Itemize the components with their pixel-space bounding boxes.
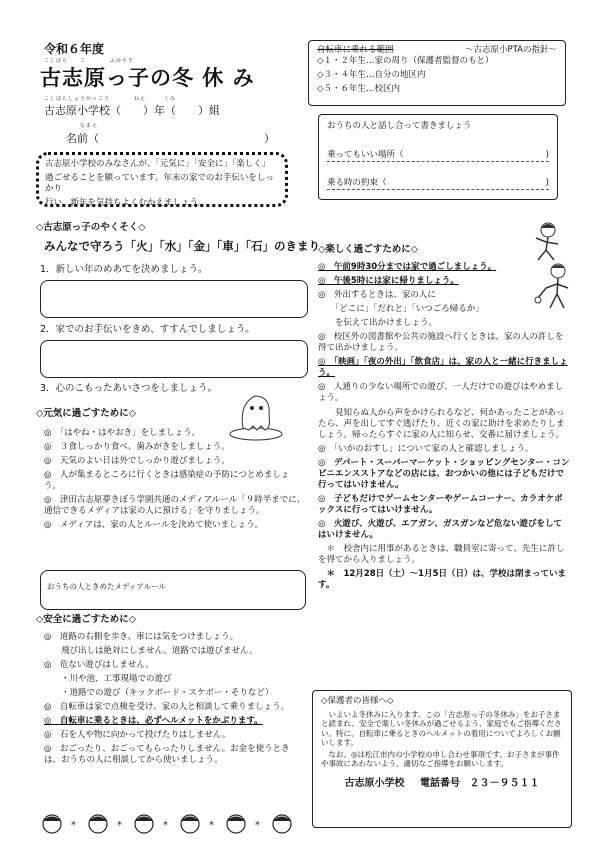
school-name: 古志原小学校 xyxy=(344,778,405,790)
list-item: ◎ ３食しっかり食べ、歯みがきをしましょう。 xyxy=(44,442,230,453)
list-item: ◎ 人通りの少ない場所での遊び、一人だけでの遊びはやめましょう。 xyxy=(318,382,564,404)
promise-item-3: 3．心のこもったあいさつをしましょう。 xyxy=(40,383,218,394)
talk-label: 乗る時の約束（ xyxy=(327,178,387,189)
list-item: ＊ 12月28日（土）〜1月5日（日）は、学校は閉まっています。 xyxy=(318,569,566,591)
promise-title: ◇古志原っ子のやくそく◇ xyxy=(36,222,146,233)
intro-line: 古志原小学校のみなさんが、「元気に」「安全に」「楽しく」 xyxy=(45,159,271,169)
list-item: ◎ 「いかのおすし」について家の人と確認しましょう。 xyxy=(318,443,534,454)
list-item: 見知らぬ人から声をかけられるなど、何かあったことがあったら、声を出してすぐ逃げたり、近くの家に助けを求めたりしましょう。帰ったらすぐに家の人に知らせ、交番に届けましょう。 xyxy=(318,407,565,440)
list-item: ◇１・２年生…家の周り（保護者監督のもと） xyxy=(317,56,494,67)
pta-guide-header xyxy=(317,45,557,56)
name-ruby: なまえ xyxy=(80,123,99,129)
pta-guide-heading: 自転車に乗れる範囲 xyxy=(317,45,394,55)
list-item: ◎ 自転車に乗るときは、必ずヘルメットをかぶります。 xyxy=(44,716,263,727)
svg-text:*: * xyxy=(209,820,214,831)
list-item: ◎ 道路の右側を歩き、車には気をつけましょう。 xyxy=(44,632,239,642)
school-contact xyxy=(321,774,563,789)
talk-label: 乗ってもいい場所（ xyxy=(327,150,404,161)
promise-subtitle: みんなで守ろう「火」「水」「金」「車」「石」のきまり xyxy=(44,239,320,253)
tanoshiku-list xyxy=(318,262,570,594)
list-item: ◇５・６年生…校区内 xyxy=(317,84,401,95)
media-rule-box[interactable] xyxy=(40,570,306,610)
list-item: 「どこに」「だれと」「いつごろ帰るか」 xyxy=(318,304,484,315)
talk-title: おうちの人と話し合って書きましょう xyxy=(327,121,472,131)
fiscal-year: 令和６年度 xyxy=(44,42,105,56)
list-item: ◎ 石を人や物に向かって投げたりはしません。 xyxy=(44,730,231,741)
anzen-list xyxy=(44,632,306,769)
list-item: ◎ 午後5時には家に帰りましょう。 xyxy=(318,276,459,287)
title-ruby: こしばら こ ふゆやす xyxy=(44,58,135,64)
talk-line-rules[interactable] xyxy=(327,178,549,190)
list-item: ◎ 危ない遊びはしません。 xyxy=(44,660,154,671)
svg-text:*: * xyxy=(255,820,260,831)
media-rule-label: おうちの人ときめたメディアルール xyxy=(47,582,166,591)
list-item: ◎ 天気のよい日は外でしっかり遊びましょう。 xyxy=(44,456,230,467)
kids-faces-border xyxy=(40,812,300,836)
list-item: ◎ 火遊び、火遊び、エアガン、ガスガンなど危ない遊びをしてはいけません。 xyxy=(318,518,562,540)
talk-close: ) xyxy=(545,178,549,189)
svg-text:*: * xyxy=(163,820,168,831)
talk-box xyxy=(318,114,558,200)
child-running-illustration xyxy=(520,220,570,262)
list-item: ◎ 午前9時30分までは家で過ごしましょう。 xyxy=(318,262,497,272)
guardian-title: ◇保護者の皆様へ◇ xyxy=(321,696,394,706)
guardian-notice-box xyxy=(312,690,572,828)
list-item: ◎ 子どもだけでゲームセンターやゲームコーナー、カラオケボックスに行ってはいけません。 xyxy=(318,493,563,515)
list-item: 飛び出しは絶対にしません。道路では遊びません。 xyxy=(44,646,258,657)
list-item: ◎ デパート・スーパーマーケット・ショッピングセンター・コンビニエンスストアなどの店には、おつかいの他には子どもだけで行ってはいけません。 xyxy=(318,457,570,490)
phone-number: ２３－９５１１ xyxy=(469,778,540,790)
list-item: ◎ 外出するときは、家の人に xyxy=(318,290,436,301)
phone-label: 電話番号 xyxy=(420,778,460,790)
list-item: ◎ おごったり、おごってもらったりしません。お金を使うときは、おうちの人に相談してから使いましょう。 xyxy=(44,744,290,766)
list-item: ＊ 校舎内に用事があるときは、職員室に寄って、先生に許しを得てから入りましょう。 xyxy=(318,544,565,566)
guardian-paragraph: いよいよ冬休みに入ります。この「古志原っ子の冬休み」をお子さまと読まれ、安全で楽しい冬休みが過ごせるよう、家庭でもご指導ください。特に、自転車に乗るときのヘルメットの着用についてよろしくお願いします。 xyxy=(321,710,562,748)
list-item: ◎ 津田古志原夢きぼう学園共通のメディアルール「９時半までに、通信できるメディアは家の人に預ける」を守りましょう。 xyxy=(44,495,306,517)
intro-line: 過ごせることを願っています。年末の家でのお手伝いをしっかり xyxy=(45,173,274,195)
tanoshiku-title: ◇楽しく過ごすために◇ xyxy=(318,244,419,255)
talk-line-place[interactable] xyxy=(327,150,549,162)
guardian-paragraph: なお、◎は松江市内の小学校の申し合わせ事項です。お子さまが事件や事故にあわないよう、適切なご指導をお願いします。 xyxy=(321,749,560,768)
class-line: 古志原小学校（ ）年（ ）組 xyxy=(44,104,220,117)
intro-line: 行い、新年を気持ちよくむかえましょう。 xyxy=(45,198,207,209)
list-item: ・道路での遊び（キックボード・スケボー・そりなど） xyxy=(44,688,274,699)
list-item: ・川や池、工事現場での遊び xyxy=(44,674,172,685)
list-item: ◎ 「映画」「夜の外出」「飲食店」は、家の人と一緒に行きましょう。 xyxy=(318,357,568,379)
school-ruby: こしばらしょうがっこう ねん くみ xyxy=(44,96,177,102)
talk-close: ) xyxy=(545,150,549,161)
list-item: ◎ 校区外の図書館や公共の施設へ行くときは、家の人の許しを得て出かけましょう。 xyxy=(318,332,564,354)
chores-writing-box[interactable] xyxy=(40,340,308,378)
promise-item-2: 2．家でのお手伝いをきめ、すすんでしましょう。 xyxy=(40,324,255,335)
svg-text:*: * xyxy=(117,820,122,831)
anzen-title: ◇安全に過ごすために◇ xyxy=(36,614,137,625)
list-item: ◎ メディアは、家の人とルールを決めて使いましょう。 xyxy=(44,520,264,531)
list-item: ◎ 自転車は家で点検を受け、家の人と相談して乗りましょう。 xyxy=(44,702,290,713)
pta-guide-box xyxy=(308,40,566,106)
list-item: を伝えて出かけましょう。 xyxy=(318,318,438,329)
promise-item-1: 1．新しい年のめあてを決めましょう。 xyxy=(40,264,208,275)
goal-writing-box[interactable] xyxy=(40,280,308,318)
genki-title: ◇元気に過ごすために◇ xyxy=(36,408,137,419)
list-item: ◇３・４年生…自分の地区内 xyxy=(317,70,426,81)
list-item: ◎ 「はやね・はやおき」をしましょう。 xyxy=(44,428,201,438)
genki-list xyxy=(44,428,306,534)
intro-box xyxy=(36,152,288,207)
list-item: ◎ 人が集まるところに行くときは感染症の予防につとめましょう。 xyxy=(44,470,290,492)
page-title: 古志原っ子の冬 休 み xyxy=(40,66,255,90)
pta-guide-title: 〜古志原小PTAの指針〜 xyxy=(465,45,557,55)
svg-text:*: * xyxy=(71,820,76,831)
name-line: 名前（ ） xyxy=(66,132,275,145)
